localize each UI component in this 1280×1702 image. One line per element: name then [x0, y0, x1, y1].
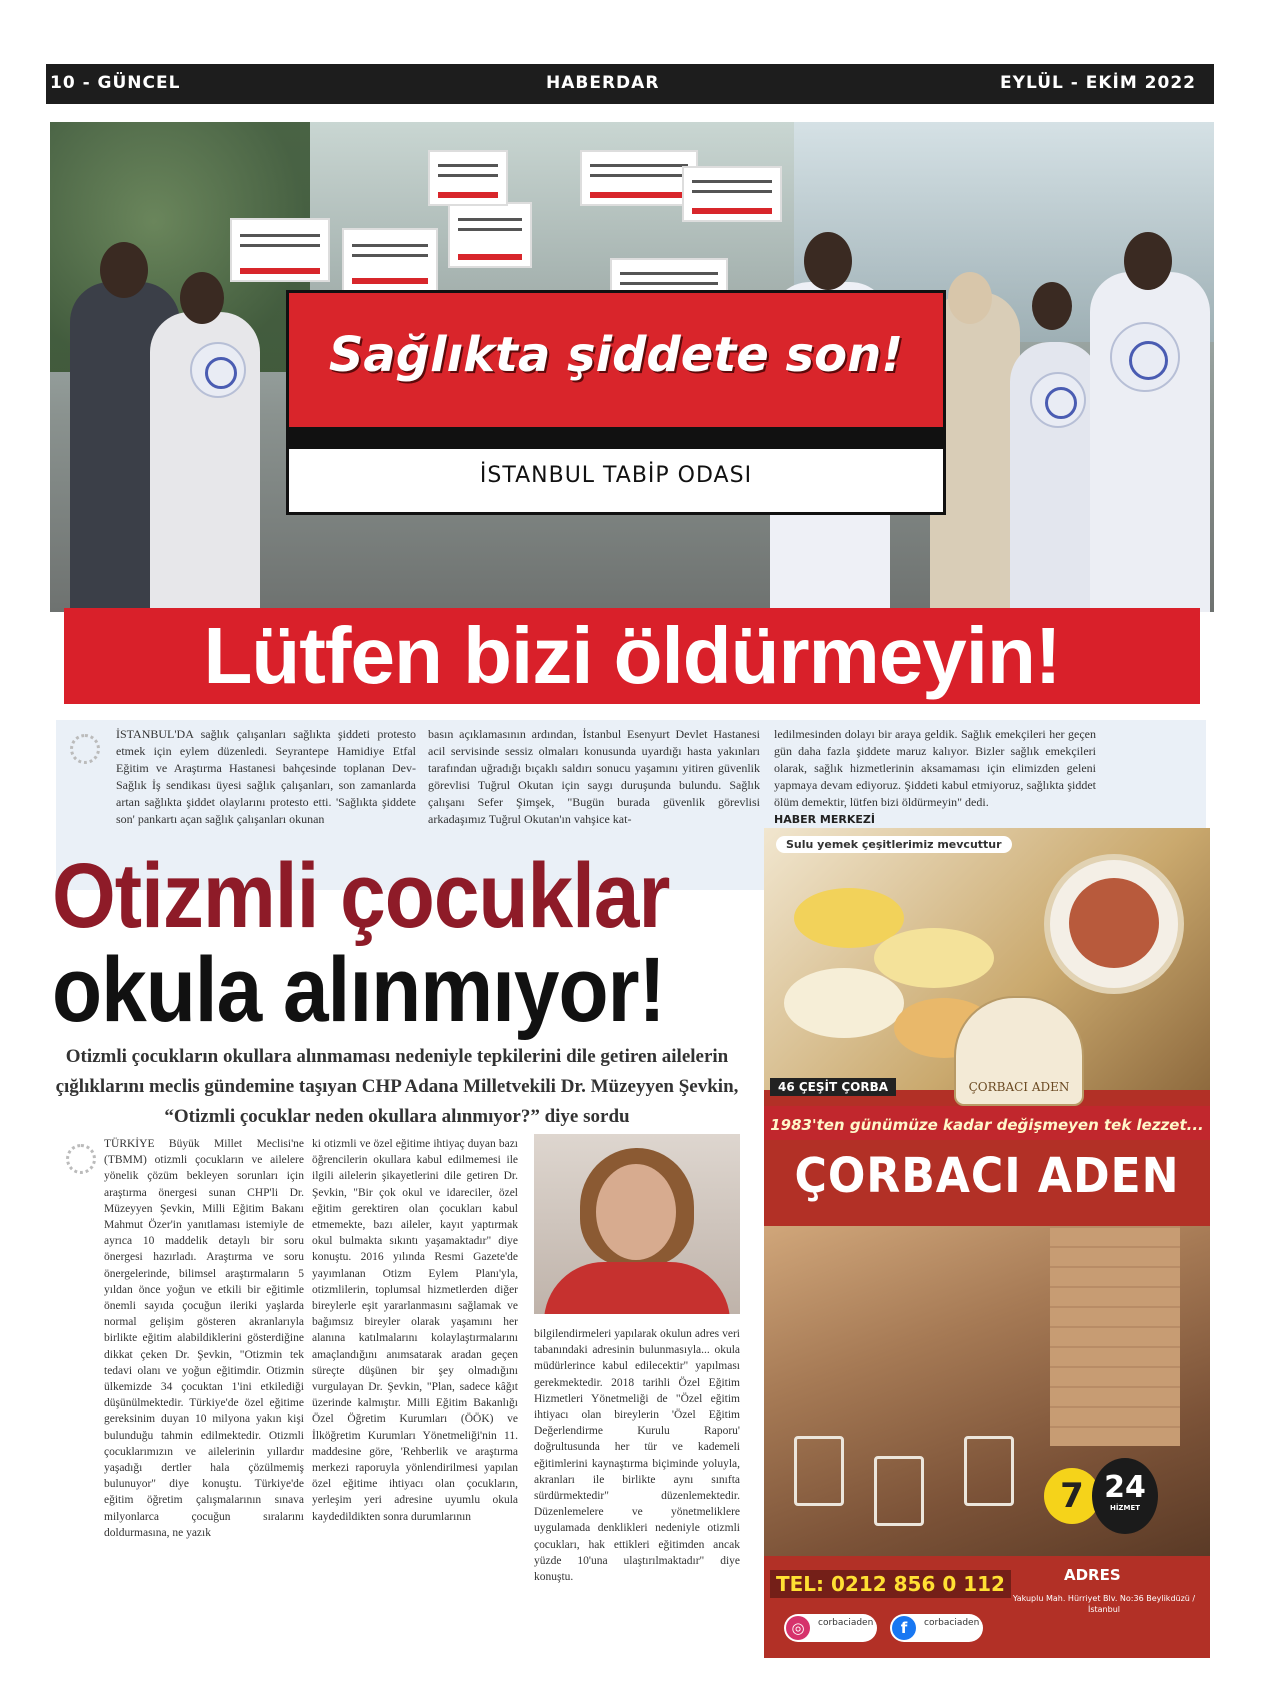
portrait-photo: [534, 1134, 740, 1314]
issue-date: EYLÜL - EKİM 2022: [1000, 73, 1196, 93]
protest-sign: [428, 150, 508, 206]
facebook-handle: f corbaciaden: [890, 1614, 983, 1642]
protest-photo: [50, 122, 1214, 612]
headline-2-line-1: Otizmli çocuklar: [52, 845, 670, 948]
protest-sign: [448, 202, 532, 268]
phone-number: TEL: 0212 856 0 112: [770, 1570, 1011, 1598]
address-label: ADRES: [1064, 1566, 1121, 1584]
instagram-icon: ◎: [786, 1616, 810, 1640]
open-24-hours-badge: 24 HİZMET: [1092, 1458, 1158, 1534]
protester-head: [804, 232, 852, 290]
soup-count: 46 ÇEŞİT ÇORBA: [770, 1078, 896, 1096]
ad-slogan: 1983'ten günümüze kadar değişmeyen tek lezzet...: [770, 1116, 1204, 1134]
address-text: Yakuplu Mah. Hürriyet Blv. No:36 Beylikdüzü / İstanbul: [1012, 1594, 1196, 1614]
story-1-col-3: ledilmesinden dolayı bir araya geldik. Sağlık emekçileri her geçen gün daha fazla şiddete maruz kalıyor. Bizler sağlık emekçileri olarak, sağlık hizmetlerinin aksamaması için elimizden geleni yapmaya devam ediyoruz. Şiddeti kabul etmiyoruz, sağlıkta şiddet ölüm demektir, lütfen bizi öldürmeyin" dedi.: [774, 727, 1096, 809]
paper-name: HABERDAR: [546, 73, 660, 93]
ad-brand: ÇORBACI ADEN: [794, 1148, 1180, 1204]
protester-head: [100, 242, 148, 298]
protester-head: [948, 272, 992, 324]
protester-head: [180, 272, 224, 324]
soup-photo: [764, 828, 1210, 1094]
corbaci-aden-logo: ÇORBACI ADEN: [954, 996, 1084, 1106]
instagram-handle: ◎ corbaciaden: [784, 1614, 877, 1642]
banner-slogan: Sağlıkta şiddete son!: [328, 327, 904, 383]
headline-1: Lütfen bizi öldürmeyin!: [64, 608, 1200, 704]
protest-sign: [682, 166, 782, 222]
haberdar-logo-icon: [62, 724, 98, 760]
byline: HABER MERKEZİ: [774, 813, 875, 826]
section-label: 10 - GÜNCEL: [50, 73, 181, 93]
tabip-odasi-logo-icon: [1110, 322, 1180, 392]
story-1-col-2: basın açıklamasının ardından, İstanbul Esenyurt Devlet Hastanesi acil servisinde sessiz olmaları konusunda uyardığı hasta yakınları tarafından uğradığı bıçaklı saldırı sonucu yaşamını yitiren güvenlik görevlisi Tuğrul Okutan için saygı duruşunda bulundu. Sağlık çalışanı Sefer Şimşek, "Bugün burada güvenlik görevlisi arkadaşımız Tuğrul Okutan'ın vahşice kat-: [428, 727, 760, 826]
protester-head: [1032, 282, 1072, 330]
tabip-odasi-logo-icon: [190, 342, 246, 398]
story-2-lead: Otizmli çocukların okullara alınmaması nedeniyle tepkilerini dile getiren ailelerin çığlıklarını meclis gündemine taşıyan CHP Adana Milletvekili Dr. Müzeyyen Şevkin, “Otizmli çocuklar neden okullara alınmıyor?” diye sordu: [55, 1046, 739, 1127]
story-2-col-2: ki otizmli ve özel eğitime ihtiyaç duyan bazı öğrencilerin okullara kabul edilmemesi ile ilgili ailelerin şikayetlerini dile getiren Dr. Şevkin, "Bir çok okul ve idareciler, özel eğitim gerektiren olan çocukları kabul etmemekte, bazı aileler, kayıt yaptırmak okul bulmakta sıkıntı yaşamaktadır" diye konuştu. 2016 yılında Resmi Gazete'de yayımlanan Otizm Eylem Planı'yla, otizmlilerin, toplumsal hizmetlerden diğer bireylerle eşit yararlanmasını sağlamak ve bağımsız bireyler olarak yaşamını her alanına katılmalarını kolaylaştırmalarını amaçlandığını anımsatarak aradan geçen süreçte düşünen bir şey olmadığını vurgulayan Dr. Şevkin, "Plan, sadece kâğıt üzerinde kalmıştır. Milli Eğitim Bakanlığı Özel Öğretim Kurumları (ÖÖK) ve İlköğretim Kurumları Yönetmeliği'nin 11. maddesine göre, 'Rehberlik ve araştırma merkezi raporuyla yönlendirilmesi yapılan özel eğitime ihtiyacı olan çocukların, yerleşim yeri adresine uyumlu okula kaydedildikten sonra durumlarının: [312, 1138, 518, 1523]
facebook-icon: f: [892, 1616, 916, 1640]
protest-banner: [286, 290, 946, 515]
banner-organization: İSTANBUL TABİP ODASI: [479, 463, 753, 488]
story-2-col-3: bilgilendirmeleri yapılarak okulun adres veri tabanındaki adresinin bulunmasıyla... okula müdürlerince kabul edilecektir" yapılması gerekmektedir. 2018 tarihli Özel Eğitim Hizmetleri Yönetmeliği de "Özel eğitim ihtiyacı olan bireylerin 'Özel Eğitim Değerlendirme Kurulu Raporu' doğrultusunda her tür ve kademeli eğitimlerini kaynaştırma biçiminde yoluyla, akranları ile birlikte aynı sınıfta sürdürmektedir" düzenlemektedir. Düzenlemelere ve yönetmeliklere uygulamada denklikleri nedeniyle otizmli çocukları, hak ettikleri eğitimden ancak yüzde 10'una ulaştırılmaktadır" diye konuştu.: [534, 1328, 740, 1584]
headline-2-line-2: okula alınmıyor!: [52, 939, 665, 1042]
newspaper-page: [46, 64, 1214, 1664]
advertisement-corbaci-aden: [764, 828, 1210, 1658]
menu-note: Sulu yemek çeşitlerimiz mevcuttur: [776, 836, 1012, 853]
protest-sign: [230, 218, 330, 282]
protest-sign: [580, 150, 698, 206]
protest-sign: [342, 228, 438, 292]
page-header-bar: [46, 64, 1214, 104]
tabip-odasi-logo-icon: [1030, 372, 1086, 428]
open-7-days-badge: 7: [1044, 1468, 1100, 1524]
story-2-col-1: TÜRKİYE Büyük Millet Meclisi'ne (TBMM) otizmli çocukların ve ailelere yönelik çözüm bekleyen sorunları için araştırma önergesi sunan CHP'li Dr. Müzeyyen Şevkin, Milli Eğitim Bakanı Mahmut Özer'in yanıtlaması istemiyle de ayrıca 10 maddelik detaylı bir soru önergesi hazırladı. Araştırma ve soru önergelerinde, bilimsel araştırmaların 5 yıldan önce yoğun ve etkili bir eğitimle önemli sayıda çocuğun ileriki yaşlarda normal gelişim gösteren akranlarıyla birlikte eğitim alabildiklerini gösterdiğine dikkat çeken Dr. Şevkin, "Otizmin tek tedavi olanı ve yoğun eğitimdir. Otizmin ülkemizde 34 çocuktan 1'ini etkilediği düşünülmektedir. Türkiye'de özel eğitime gereksinim duyan 10 milyona yakın kişi bulunduğu tahmin edilmektedir. Otizmli çocuklarımızın ve ailelerinin yıllardır yaşadığı dertler hala çözülmemiş bulunuyor" diye konuştu. Türkiye'de eğitim öğretim çalışmalarının sınava milyonlarca çocuğun sıralarını doldurmasına, ne yazık: [104, 1138, 304, 1539]
story-1-col-1: İSTANBUL'DA sağlık çalışanları sağlıkta şiddeti protesto etmek için eylem düzenledi. Seyrantepe Hamidiye Etfal Eğitim ve Araştırma Hastanesi bahçesinde toplanan Dev-Sağlık İş sendikası üyesi sağlık çalışanları, son zamanlarda artan sağlıkta şiddet olaylarını protesto etti. 'Sağlıkta şiddete son' pankartı açan sağlık çalışanları okunan: [116, 727, 416, 826]
protester-head: [1124, 232, 1172, 290]
haberdar-logo-icon: [58, 1134, 94, 1170]
